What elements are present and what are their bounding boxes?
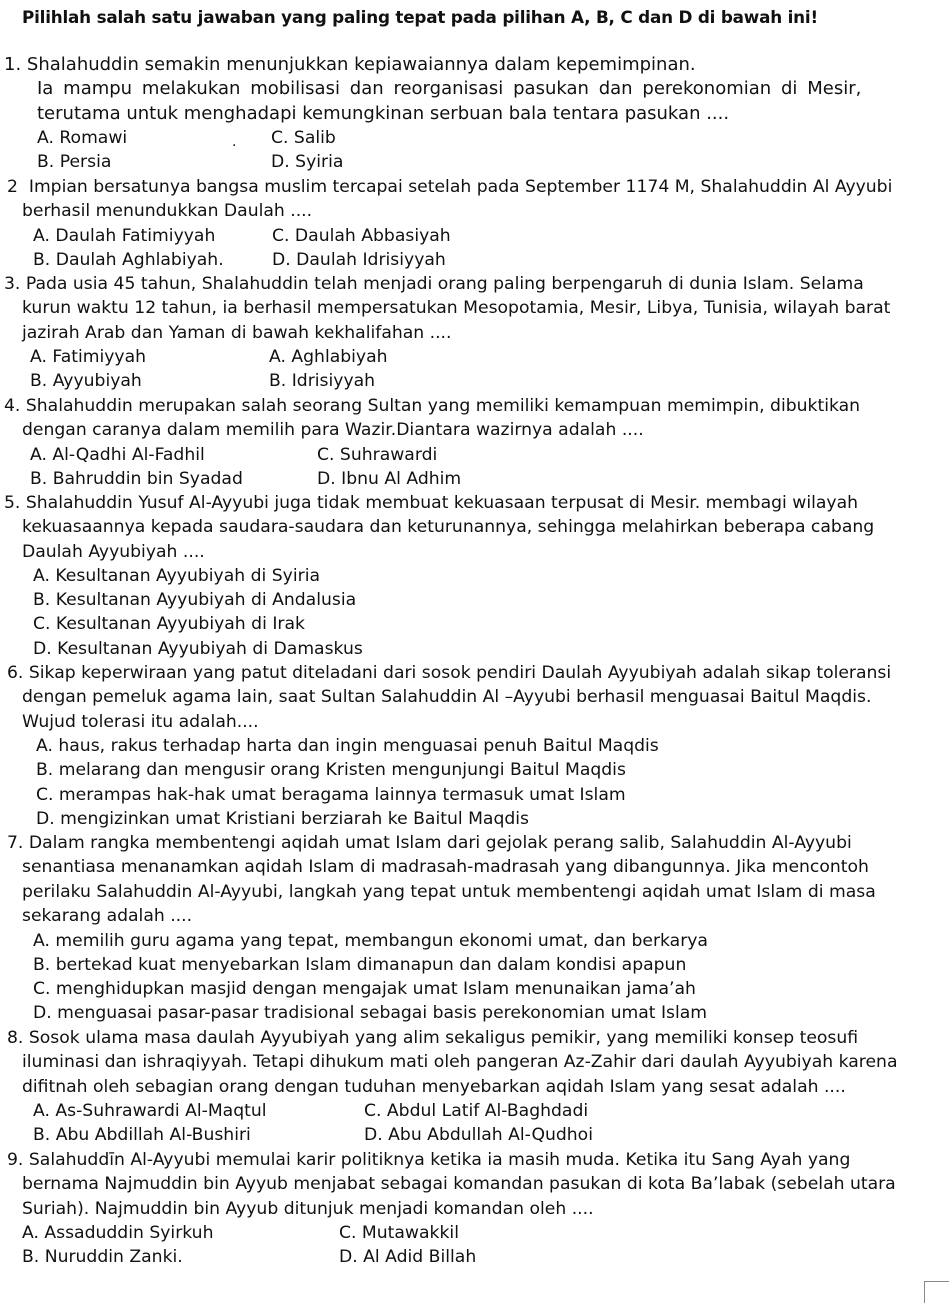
option-a[interactable]: A. Assaduddin Syirkuh xyxy=(22,1223,214,1243)
question-stem-line: Wujud tolerasi itu adalah.... xyxy=(22,711,259,732)
option-b[interactable]: B. Persia xyxy=(37,152,112,172)
question-stem-line: Dalam rangka membentengi aqidah umat Islam dari gejolak perang salib, Salahuddin Al-Ayyubi xyxy=(28,833,852,853)
question-3 xyxy=(0,272,949,345)
instruction-heading: Pilihlah salah satu jawaban yang paling tepat pada pilihan A, B, C dan D di bawah ini! xyxy=(22,7,818,27)
question-stem-line: jazirah Arab dan Yaman di bawah kekhalifahan .... xyxy=(22,322,452,343)
option-b[interactable]: B. Daulah Aghlabiyah. xyxy=(33,250,224,270)
option-b[interactable]: B. Kesultanan Ayyubiyah di Andalusia xyxy=(33,590,357,610)
option-c[interactable]: C. Salib xyxy=(271,128,336,148)
question-stem-line: bernama Najmuddin bin Ayyub menjabat sebagai komandan pasukan di kota Ba’labak (sebelah utara xyxy=(22,1174,896,1195)
question-number: 6. xyxy=(7,663,24,683)
question-stem-line: Sosok ulama masa daulah Ayyubiyah yang alim sekaligus pemikir, yang memiliki konsep teosufi xyxy=(28,1028,859,1048)
question-stem-line: kekuasaannya kepada saudara-saudara dan keturunannya, sehingga melahirkan beberapa cabang xyxy=(22,517,875,538)
option-b[interactable]: B. melarang dan mengusir orang Kristen mengunjungi Baitul Maqdis xyxy=(36,760,626,780)
question-stem-line: iluminasi dan ishraqiyyah. Tetapi dihukum mati oleh pangeran Az-Zahir dari daulah Ayyubiyah karena xyxy=(22,1052,898,1073)
option-d[interactable]: D. Syiria xyxy=(271,152,344,172)
option-b[interactable]: B. bertekad kuat menyebarkan Islam dimanapun dan dalam kondisi apapun xyxy=(33,955,687,975)
option-c[interactable]: C. Abdul Latif Al-Baghdadi xyxy=(364,1101,589,1121)
question-4 xyxy=(0,394,949,443)
option-d[interactable]: D. Al Adid Billah xyxy=(339,1247,477,1267)
question-1 xyxy=(0,53,949,126)
option-a[interactable]: A. Daulah Fatimiyyah xyxy=(33,226,216,246)
question-stem-line: kurun waktu 12 tahun, ia berhasil mempersatukan Mesopotamia, Mesir, Libya, Tunisia, wilayah barat xyxy=(22,298,891,319)
option-b-2[interactable]: B. Idrisiyyah xyxy=(269,371,376,391)
question-stem-line: Sikap keperwiraan yang patut diteladani dari sosok pendiri Daulah Ayyubiyah adalah sikap toleransi xyxy=(28,663,892,683)
question-stem-line: perilaku Salahuddin Al-Ayyubi, langkah yang tepat untuk membentengi aqidah umat Islam di masa xyxy=(22,881,876,902)
question-9 xyxy=(0,1148,949,1221)
option-a[interactable]: A. Kesultanan Ayyubiyah di Syiria xyxy=(33,566,320,586)
option-a[interactable]: A. haus, rakus terhadap harta dan ingin menguasai penuh Baitul Maqdis xyxy=(36,736,659,756)
option-a[interactable]: A. Fatimiyyah xyxy=(30,347,147,367)
question-stem-line: dengan pemeluk agama lain, saat Sultan Salahuddin Al –Ayyubi berhasil menguasai Baitul Maqdis. xyxy=(22,687,872,708)
question-number: 5. xyxy=(4,493,21,513)
question-6 xyxy=(0,661,949,734)
option-c[interactable]: C. Suhrawardi xyxy=(317,445,438,465)
option-d[interactable]: D. Kesultanan Ayyubiyah di Damaskus xyxy=(33,639,363,659)
question-stem-line: terutama untuk menghadapi kemungkinan serbuan bala tentara pasukan .... xyxy=(37,102,730,124)
question-stem-line: sekarang adalah .... xyxy=(22,905,193,926)
question-stem-line: Salahuddīn Al-Ayyubi memulai karir politiknya ketika ia masih muda. Ketika itu Sang Ayah yang xyxy=(28,1150,851,1170)
question-stem-line: Pada usia 45 tahun, Shalahuddin telah menjadi orang paling berpengaruh di dunia Islam. Selama xyxy=(25,274,864,294)
question-number: 9. xyxy=(7,1150,24,1170)
question-stem-line: Ia mampu melakukan mobilisasi dan reorganisasi pasukan dan perekonomian di Mesir, xyxy=(37,78,862,100)
option-a-2[interactable]: A. Aghlabiyah xyxy=(269,347,388,367)
question-stem-line: Impian bersatunya bangsa muslim tercapai setelah pada September 1174 M, Shalahuddin Al Ayyubi xyxy=(28,177,893,197)
question-number: 2 xyxy=(7,177,18,197)
question-8 xyxy=(0,1026,949,1099)
question-number: 8. xyxy=(7,1028,24,1048)
option-b[interactable]: B. Ayyubiyah xyxy=(30,371,142,391)
option-c[interactable]: C. Kesultanan Ayyubiyah di Irak xyxy=(33,614,305,634)
option-a[interactable]: A. memilih guru agama yang tepat, membangun ekonomi umat, dan berkarya xyxy=(33,931,708,951)
question-stem-line: Shalahuddin Yusuf Al-Ayyubi juga tidak membuat kekuasaan terpusat di Mesir. membagi wilayah xyxy=(25,493,859,513)
option-c[interactable]: C. merampas hak-hak umat beragama lainnya termasuk umat Islam xyxy=(36,785,626,805)
stray-mark: . xyxy=(232,134,237,150)
page-corner-mark xyxy=(924,1281,949,1303)
option-b[interactable]: B. Nuruddin Zanki. xyxy=(22,1247,183,1267)
question-2 xyxy=(0,175,949,224)
option-b[interactable]: B. Abu Abdillah Al-Bushiri xyxy=(33,1125,251,1145)
question-stem-line: dengan caranya dalam memilih para Wazir.Diantara wazirnya adalah .... xyxy=(22,420,644,441)
option-b[interactable]: B. Bahruddin bin Syadad xyxy=(30,469,243,489)
question-stem-line: Shalahuddin semakin menunjukkan kepiawaiannya dalam kepemimpinan. xyxy=(26,54,696,75)
option-d[interactable]: D. menguasai pasar-pasar tradisional sebagai basis perekonomian umat Islam xyxy=(33,1003,708,1023)
question-stem-line: Daulah Ayyubiyah .... xyxy=(22,541,205,562)
question-number: 3. xyxy=(4,274,21,294)
question-stem-line: berhasil menundukkan Daulah .... xyxy=(22,201,313,222)
question-number: 7. xyxy=(7,833,24,853)
question-5 xyxy=(0,491,949,564)
option-c[interactable]: C. Mutawakkil xyxy=(339,1223,459,1243)
option-a[interactable]: A. Al-Qadhi Al-Fadhil xyxy=(30,445,205,465)
option-d[interactable]: D. mengizinkan umat Kristiani berziarah ke Baitul Maqdis xyxy=(36,809,529,829)
question-stem-line: senantiasa menanamkan aqidah Islam di madrasah-madrasah yang dibangunnya. Jika mencontoh xyxy=(22,857,869,878)
option-d[interactable]: D. Abu Abdullah Al-Qudhoi xyxy=(364,1125,593,1145)
option-d[interactable]: D. Daulah Idrisiyyah xyxy=(272,250,446,270)
option-a[interactable]: A. Romawi xyxy=(37,128,128,148)
option-a[interactable]: A. As-Suhrawardi Al-Maqtul xyxy=(33,1101,267,1121)
question-7 xyxy=(0,831,949,928)
option-c[interactable]: C. menghidupkan masjid dengan mengajak umat Islam menunaikan jama’ah xyxy=(33,979,696,999)
question-stem-line: difitnah oleh sebagian orang dengan tuduhan menyebarkan aqidah Islam yang sesat adalah .... xyxy=(22,1076,846,1097)
option-c[interactable]: C. Daulah Abbasiyah xyxy=(272,226,451,246)
question-stem-line: Suriah). Najmuddin bin Ayyub ditunjuk menjadi komandan oleh .... xyxy=(22,1198,594,1219)
option-d[interactable]: D. Ibnu Al Adhim xyxy=(317,469,462,489)
question-number: 4. xyxy=(4,396,21,416)
question-number: 1. xyxy=(4,54,22,75)
question-stem-line: Shalahuddin merupakan salah seorang Sultan yang memiliki kemampuan memimpin, dibuktikan xyxy=(25,396,861,416)
